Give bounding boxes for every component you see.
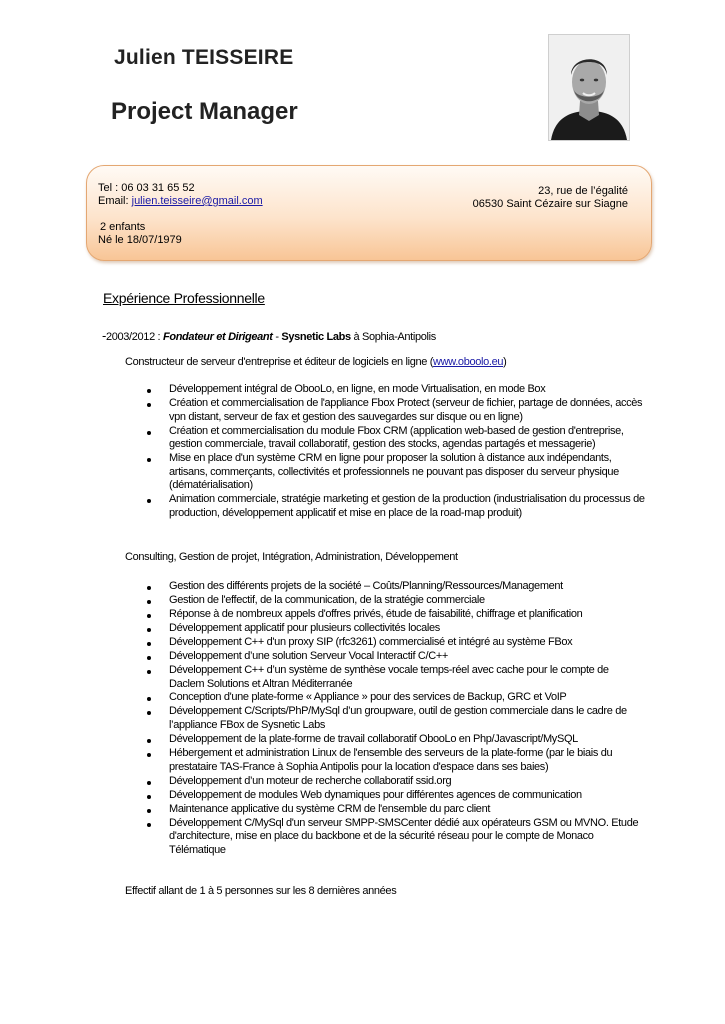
email-line [98,195,263,208]
address [473,185,628,211]
company-desc-suffix: ) [503,356,507,368]
email-label: Email: [98,195,132,207]
list-item: Création et commercialisation de l'appliance Fbox Protect (serveur de fichier, partage de données, accès vpn distant, serveur de fax et gestion des sauvegardes sur disque ou en ligne) [145,397,645,424]
list-item: Conception d'une plate-forme « Appliance » pour des services de Backup, GRC et VoIP [145,691,645,705]
list-item: Développement applicatif pour plusieurs collectivités locales [145,622,645,636]
list-item: Développement de modules Web dynamiques pour différentes agences de communication [145,789,645,803]
list-item: Maintenance applicative du système CRM de l'ensemble du parc client [145,803,645,817]
list-item: Développement d’un moteur de recherche collaboratif ssid.org [145,775,645,789]
list-item: Création et commercialisation du module Fbox CRM (application web-based de gestion d'entreprise, gestion commerciale, travail collaboratif, gestion des stocks, agendas partagés et messagerie) [145,425,645,452]
staff-info: Effectif allant de 1 à 5 personnes sur les 8 dernières années [125,885,397,897]
list-item: Développement C++ d'un proxy SIP (rfc3261) commercialisé et intégré au système FBox [145,636,645,650]
consulting-title: Consulting, Gestion de projet, Intégration, Administration, Développement [125,551,458,563]
profile-photo [548,34,630,141]
list-item: Mise en place d'un système CRM en ligne pour proposer la solution à distance aux indépendants, artisans, commerçants, collectivités et professionnels ne pouvant pas disposer du serveur physique (dématérialisation) [145,452,645,493]
company-website-link[interactable]: www.oboolo.eu [433,356,504,368]
job-title: Project Manager [111,98,298,125]
candidate-name: Julien TEISSEIRE [114,46,294,69]
children-info: 2 enfants [100,221,146,233]
list-item: Développement C++ d’un système de synthèse vocale temps-réel avec cache pour le compte de Daclem Solutions et Altran Méditerranée [145,664,645,691]
company-desc-prefix: Constructeur de serveur d'entreprise et éditeur de logiciels en ligne ( [125,356,434,368]
job-company: Sysnetic Labs [281,331,351,343]
list-item: Animation commerciale, stratégie marketing et gestion de la production (industrialisation du processus de production, développement applicatif et mise en place de la road-map produit) [145,493,645,520]
email-link[interactable]: julien.teisseire@gmail.com [131,195,263,207]
list-item: Développement de la plate-forme de travail collaboratif ObooLo en Php/Javascript/MySQL [145,733,645,747]
list-item: Développement C/MySql d'un serveur SMPP-SMSCenter dédié aux opérateurs GSM ou MVNO. Etude d'architecture, mise en place du backbone et de la sécurité réseau pour le compte de Monaco Télématique [145,817,645,858]
highlights-list [145,383,645,521]
job-line [102,328,436,343]
list-item: Hébergement et administration Linux de l'ensemble des serveurs de la plate-forme (par le biais du prestataire TAS-France à Sophia Antipolis pour la location d'espace dans ses baies) [145,747,645,774]
list-item: Développement d’une solution Serveur Vocal Interactif C/C++ [145,650,645,664]
address-city: 06530 Saint Cézaire sur Siagne [472,198,628,210]
job-separator: - [272,331,282,343]
job-location: à Sophia-Antipolis [350,331,436,343]
list-item: Gestion de l'effectif, de la communication, de la stratégie commerciale [145,594,645,608]
section-title-experience: Expérience Professionnelle [103,290,265,306]
company-description [125,356,506,368]
list-item: Développement C/Scripts/PhP/MySql d’un groupware, outil de gestion commerciale dans le cadre de l’appliance FBox de Sysnetic Labs [145,705,645,732]
list-item: Gestion des différents projets de la société – Coûts/Planning/Ressources/Management [145,580,645,594]
address-street: 23, rue de l’égalité [538,185,628,197]
list-item: Développement intégral de ObooLo, en ligne, en mode Virtualisation, en mode Box [145,383,645,397]
job-dash: - [102,328,106,343]
consulting-list [145,580,645,858]
list-item: Réponse à de nombreux appels d'offres privés, étude de faisabilité, chiffrage et planification [145,608,645,622]
contact-box [86,165,652,261]
birth-date: Né le 18/07/1979 [98,234,182,246]
phone-number: Tel : 06 03 31 65 52 [98,182,195,194]
job-period: 2003/2012 : [105,331,163,343]
job-position: Fondateur et Dirigeant [162,331,273,343]
